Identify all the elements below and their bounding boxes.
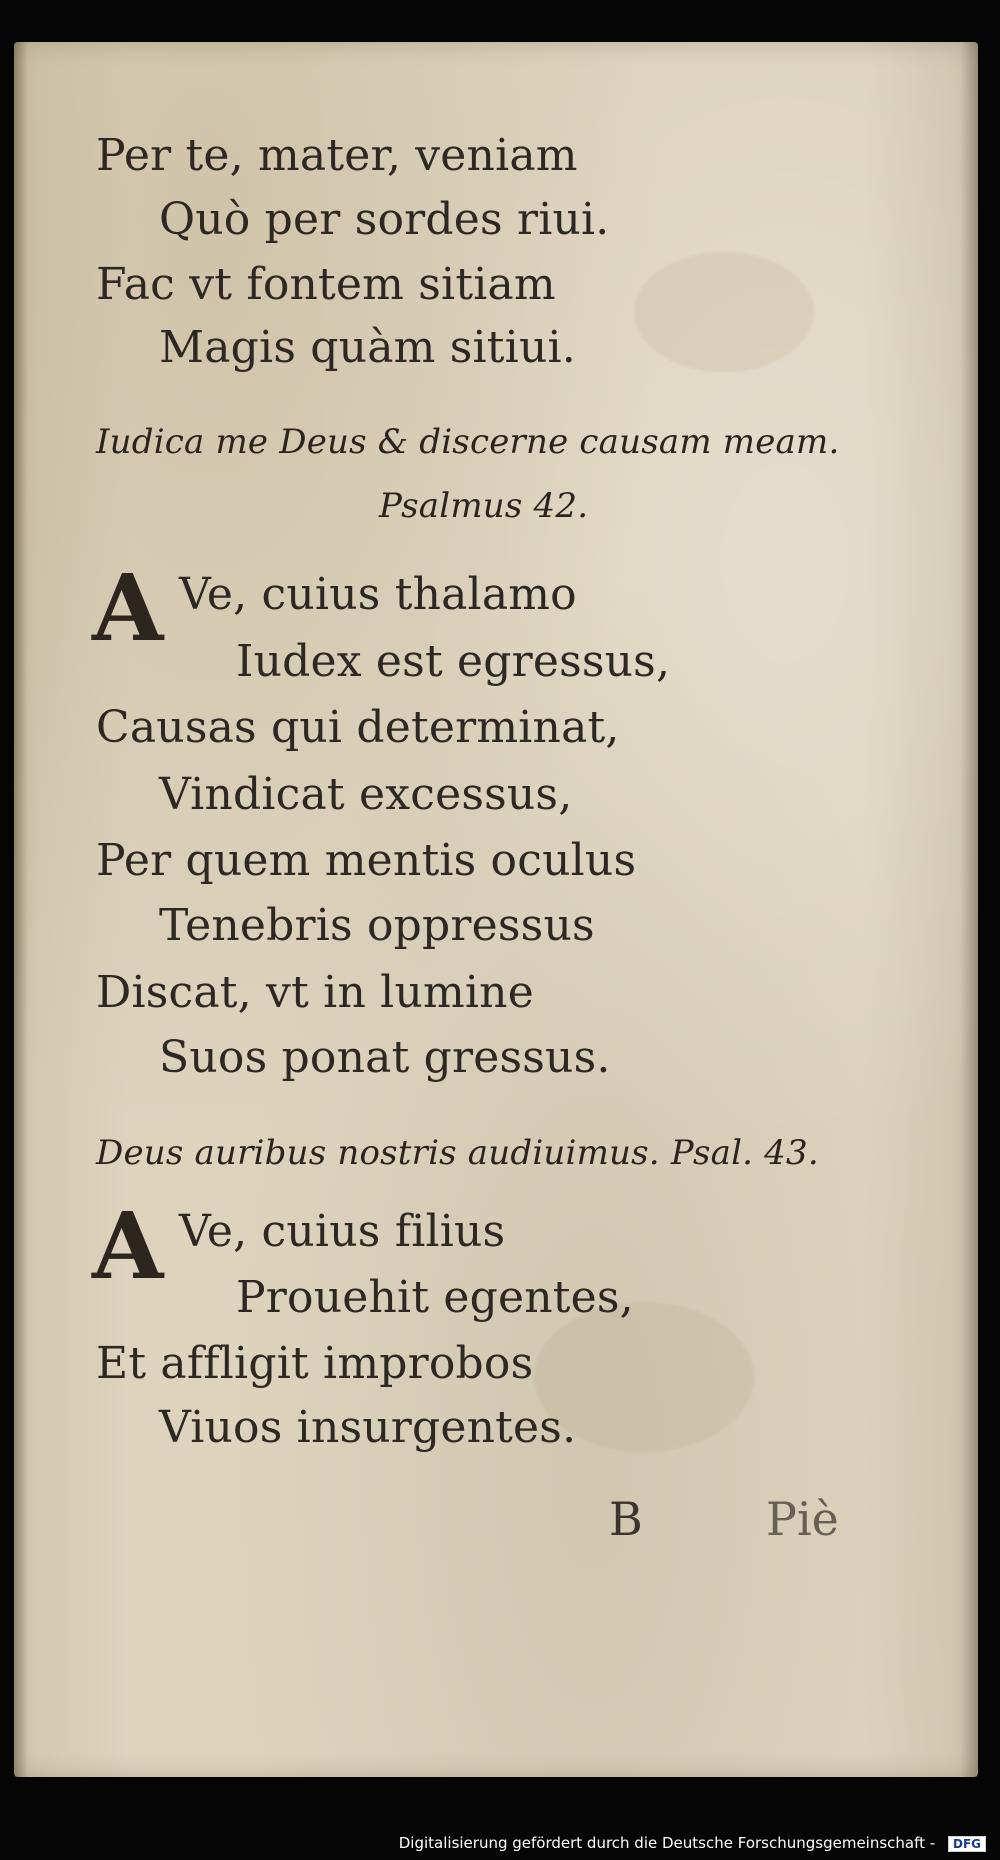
verse-line: Et affligit improbos bbox=[96, 1338, 534, 1389]
verse-line: Per quem mentis oculus bbox=[96, 835, 637, 886]
verse-line: Vindicat excessus, bbox=[159, 769, 573, 820]
signature-mark: B bbox=[609, 1492, 643, 1546]
digitization-footer bbox=[399, 1834, 986, 1852]
verse-line: Tenebris oppressus bbox=[159, 900, 595, 951]
dropcap-initial: A bbox=[92, 554, 164, 662]
paper-stain bbox=[634, 252, 814, 372]
book-page bbox=[14, 42, 978, 1777]
verse-line: Viuos insurgentes. bbox=[159, 1402, 577, 1453]
catchword: Piè bbox=[766, 1492, 839, 1546]
verse-line: Causas qui determinat, bbox=[96, 702, 620, 753]
page-right-shadow bbox=[960, 42, 978, 1777]
page-left-shadow bbox=[14, 42, 28, 1777]
verse-line: Discat, vt in lumine bbox=[96, 967, 534, 1018]
verse-line: Magis quàm sitiui. bbox=[159, 322, 576, 373]
footer-text: Digitalisierung gefördert durch die Deutsche Forschungsgemeinschaft - bbox=[398, 1834, 936, 1852]
verse-line: Ve, cuius filius bbox=[179, 1206, 506, 1257]
verse-line: Fac vt fontem sitiam bbox=[96, 259, 556, 310]
verse-line: Per te, mater, veniam bbox=[96, 130, 578, 181]
section-heading: Deus auribus nostris audiuimus. Psal. 43. bbox=[96, 1133, 819, 1173]
verse-line: Quò per sordes riui. bbox=[159, 194, 610, 245]
verse-line: Prouehit egentes, bbox=[236, 1272, 634, 1323]
dropcap-initial: A bbox=[92, 1192, 164, 1300]
section-heading: Iudica me Deus & discerne causam meam. bbox=[96, 422, 840, 462]
verse-line: Iudex est egressus, bbox=[236, 636, 671, 687]
verse-line: Suos ponat gressus. bbox=[159, 1032, 611, 1083]
dfg-badge: DFG bbox=[948, 1836, 986, 1852]
verse-line: Ve, cuius thalamo bbox=[179, 569, 577, 620]
psalm-reference: Psalmus 42. bbox=[379, 486, 589, 526]
